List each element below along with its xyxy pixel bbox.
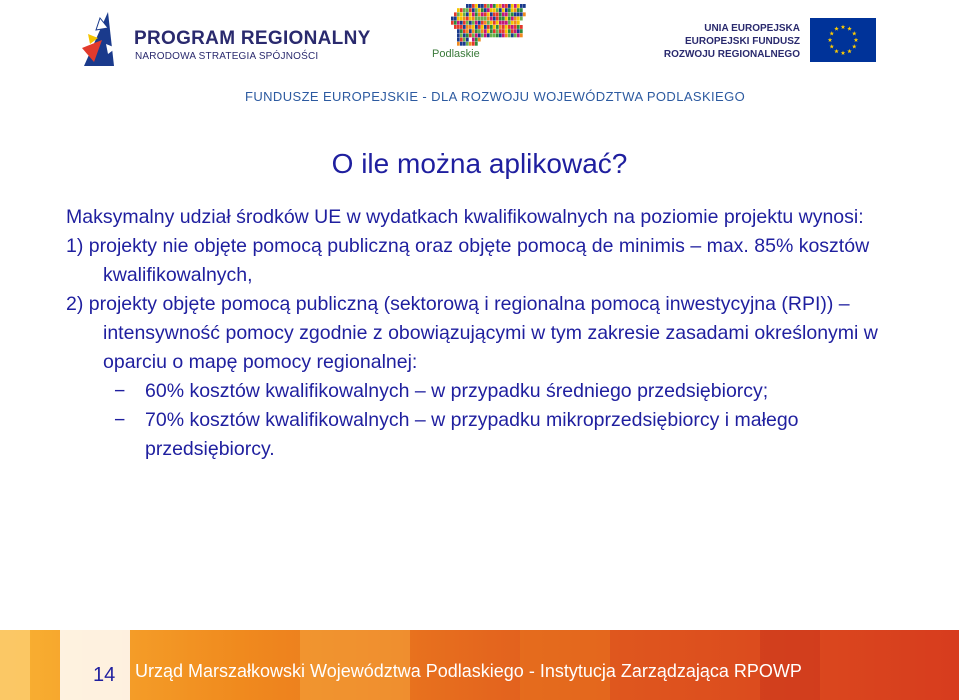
mosaic-tile [490, 33, 493, 37]
mosaic-tile [466, 38, 469, 42]
mosaic-tile [466, 29, 469, 33]
eu-flag-icon [810, 18, 876, 62]
mosaic-tile [493, 17, 496, 21]
mosaic-tile [466, 4, 469, 8]
mosaic-tile [475, 17, 478, 21]
mosaic-tile [454, 12, 457, 16]
mosaic-tile [508, 8, 511, 12]
mosaic-tile [487, 21, 490, 25]
intro-paragraph: Maksymalny udział środków UE w wydatkach kwalifikowalnych na poziomie projektu wynosi: [66, 206, 864, 228]
mosaic-tile [484, 29, 487, 33]
mosaic-tile [493, 21, 496, 25]
mosaic-tile [466, 8, 469, 12]
mosaic-tile [490, 12, 493, 16]
sub-item-1 [66, 377, 896, 406]
mosaic-tile [466, 42, 469, 46]
mosaic-tile [514, 17, 517, 21]
mosaic-tile [496, 8, 499, 12]
program-subtitle: NARODOWA STRATEGIA SPÓJNOŚCI [135, 51, 319, 62]
mosaic-tile [517, 17, 520, 21]
mosaic-tile [484, 8, 487, 12]
mosaic-tile [463, 25, 466, 29]
mosaic-tile [511, 21, 514, 25]
mosaic-tile [496, 4, 499, 8]
mosaic-tile [481, 12, 484, 16]
mosaic-tile [520, 25, 523, 29]
mosaic-tile [508, 25, 511, 29]
mosaic-tile [481, 17, 484, 21]
mosaic-tile [484, 4, 487, 8]
mosaic-tile [508, 12, 511, 16]
mosaic-tile [475, 33, 478, 37]
mosaic-tile [460, 29, 463, 33]
mosaic-tile [472, 33, 475, 37]
program-title: PROGRAM REGIONALNY [134, 28, 371, 49]
mosaic-tile [466, 17, 469, 21]
mosaic-tile [502, 4, 505, 8]
mosaic-tile [472, 8, 475, 12]
mosaic-tile [493, 25, 496, 29]
mosaic-tile [493, 8, 496, 12]
mosaic-tile [502, 12, 505, 16]
dash-bullet: − [114, 409, 126, 431]
mosaic-tile [472, 25, 475, 29]
mosaic-tile [463, 12, 466, 16]
program-regionalny-logo [78, 4, 371, 70]
mosaic-tile [520, 4, 523, 8]
mosaic-tile [451, 17, 454, 21]
mosaic-tile [514, 4, 517, 8]
mosaic-tile [487, 29, 490, 33]
mosaic-tile [457, 21, 460, 25]
mosaic-tile [457, 42, 460, 46]
mosaic-tile [484, 12, 487, 16]
mosaic-tile [487, 17, 490, 21]
mosaic-tile [481, 4, 484, 8]
mosaic-tile [493, 29, 496, 33]
mosaic-tile [472, 21, 475, 25]
mosaic-tile [511, 8, 514, 12]
mosaic-tile [514, 21, 517, 25]
mosaic-tile [481, 29, 484, 33]
mosaic-tile [457, 17, 460, 21]
mosaic-tile [478, 33, 481, 37]
star-emblem-icon [78, 4, 126, 70]
mosaic-tile [514, 12, 517, 16]
mosaic-tile [514, 29, 517, 33]
mosaic-tile [472, 29, 475, 33]
mosaic-tile [481, 8, 484, 12]
mosaic-tile [508, 21, 511, 25]
mosaic-tile [451, 21, 454, 25]
mosaic-tile [502, 29, 505, 33]
mosaic-tile [457, 38, 460, 42]
mosaic-tile [523, 12, 526, 16]
mosaic-tile [475, 38, 478, 42]
mosaic-tile [466, 25, 469, 29]
mosaic-tile [484, 17, 487, 21]
mosaic-tile [460, 8, 463, 12]
mosaic-tile [511, 12, 514, 16]
mosaic-tile [454, 21, 457, 25]
bison-mosaic-icon [448, 4, 528, 48]
mosaic-tile [496, 29, 499, 33]
mosaic-tile [493, 33, 496, 37]
mosaic-tile [499, 33, 502, 37]
mosaic-tile [469, 4, 472, 8]
mosaic-tile [478, 29, 481, 33]
mosaic-tile [490, 25, 493, 29]
mosaic-tile [511, 17, 514, 21]
mosaic-tile [499, 12, 502, 16]
mosaic-tile [454, 17, 457, 21]
mosaic-tile [496, 21, 499, 25]
mosaic-tile [460, 38, 463, 42]
mosaic-tile [478, 4, 481, 8]
mosaic-tile [460, 33, 463, 37]
mosaic-tile [508, 33, 511, 37]
mosaic-tile [478, 21, 481, 25]
mosaic-tile [505, 21, 508, 25]
mosaic-tile [517, 8, 520, 12]
mosaic-tile [508, 17, 511, 21]
mosaic-tile [487, 25, 490, 29]
mosaic-tile [499, 4, 502, 8]
mosaic-tile [457, 33, 460, 37]
mosaic-tile [505, 33, 508, 37]
mosaic-tile [514, 33, 517, 37]
mosaic-tile [511, 29, 514, 33]
mosaic-tile [475, 42, 478, 46]
mosaic-tile [472, 42, 475, 46]
podlaskie-logo [426, 4, 536, 66]
mosaic-tile [520, 29, 523, 33]
mosaic-tile [463, 21, 466, 25]
mosaic-tile [520, 17, 523, 21]
mosaic-tile [490, 21, 493, 25]
mosaic-tile [475, 29, 478, 33]
mosaic-tile [478, 38, 481, 42]
mosaic-tile [496, 25, 499, 29]
slide-body [66, 203, 896, 464]
mosaic-tile [460, 17, 463, 21]
mosaic-tile [487, 8, 490, 12]
dash-bullet: − [114, 380, 126, 402]
mosaic-tile [493, 12, 496, 16]
mosaic-tile [469, 25, 472, 29]
mosaic-tile [502, 33, 505, 37]
mosaic-tile [469, 17, 472, 21]
eu-fund-label [664, 22, 800, 61]
mosaic-tile [514, 25, 517, 29]
mosaic-tile [469, 8, 472, 12]
mosaic-tile [472, 4, 475, 8]
sub-item-2 [66, 406, 896, 464]
mosaic-tile [478, 17, 481, 21]
mosaic-tile [514, 8, 517, 12]
mosaic-tile [511, 33, 514, 37]
mosaic-tile [469, 21, 472, 25]
mosaic-tile [460, 25, 463, 29]
eu-line-3: ROZWOJU REGIONALNEGO [663, 49, 800, 60]
mosaic-tile [517, 29, 520, 33]
mosaic-tile [502, 21, 505, 25]
mosaic-tile [505, 4, 508, 8]
mosaic-tile [469, 12, 472, 16]
mosaic-tile [466, 12, 469, 16]
mosaic-tile [517, 25, 520, 29]
mosaic-tile [460, 12, 463, 16]
mosaic-tile [460, 42, 463, 46]
mosaic-tile [523, 4, 526, 8]
mosaic-tile [469, 33, 472, 37]
mosaic-tile [481, 21, 484, 25]
mosaic-tile [508, 4, 511, 8]
mosaic-tile [457, 29, 460, 33]
mosaic-tile [517, 4, 520, 8]
mosaic-tile [493, 4, 496, 8]
mosaic-tile [466, 21, 469, 25]
mosaic-tile [505, 12, 508, 16]
mosaic-tile [517, 12, 520, 16]
slide-title: O ile można aplikować? [331, 148, 628, 179]
mosaic-tile [475, 21, 478, 25]
mosaic-tile [517, 33, 520, 37]
footer-bar [0, 630, 959, 700]
mosaic-tile [463, 38, 466, 42]
mosaic-tile [472, 12, 475, 16]
mosaic-tile [484, 25, 487, 29]
mosaic-tile [499, 21, 502, 25]
mosaic-tile [454, 25, 457, 29]
page-number: 14 [93, 664, 116, 686]
eu-line-1: UNIA EUROPEJSKA [704, 23, 800, 34]
mosaic-tile [475, 8, 478, 12]
mosaic-tile [478, 25, 481, 29]
mosaic-tile [457, 25, 460, 29]
mosaic-tile [505, 25, 508, 29]
mosaic-tile [472, 38, 475, 42]
mosaic-tile [499, 25, 502, 29]
mosaic-tile [457, 12, 460, 16]
list-item-2: 2) projekty objęte pomocą publiczną (sektorową i regionalna pomocą inwestycyjna (RPI)) – intensywność pomocy zgodnie z obowiązującymi w tym zakresie zasadami określonymi w oparciu o mapę pomocy regionalnej: [66, 293, 878, 373]
mosaic-tile [511, 4, 514, 8]
mosaic-tile [475, 25, 478, 29]
eu-line-2: EUROPEJSKI FUNDUSZ [684, 36, 800, 47]
mosaic-tile [481, 33, 484, 37]
mosaic-tile [463, 42, 466, 46]
mosaic-tile [463, 17, 466, 21]
mosaic-tile [463, 29, 466, 33]
mosaic-tile [466, 33, 469, 37]
mosaic-tile [472, 17, 475, 21]
mosaic-tile [505, 17, 508, 21]
sub-item-1-text: 60% kosztów kwalifikowalnych – w przypadku średniego przedsiębiorcy; [145, 380, 769, 402]
mosaic-tile [469, 29, 472, 33]
mosaic-tile [481, 25, 484, 29]
mosaic-tile [457, 8, 460, 12]
mosaic-tile [460, 21, 463, 25]
region-name: Podlaskie [432, 48, 480, 60]
mosaic-tile [505, 29, 508, 33]
sub-item-2-text: 70% kosztów kwalifikowalnych – w przypadku mikroprzedsiębiorcy i małego przedsiębiorcy. [145, 409, 799, 460]
mosaic-tile [490, 4, 493, 8]
mosaic-tile [508, 29, 511, 33]
mosaic-tile [520, 12, 523, 16]
mosaic-tile [490, 29, 493, 33]
mosaic-tile [490, 17, 493, 21]
mosaic-tile [487, 33, 490, 37]
mosaic-tile [463, 8, 466, 12]
mosaic-tile [478, 12, 481, 16]
mosaic-tile [505, 8, 508, 12]
mosaic-tile [502, 25, 505, 29]
mosaic-tile [496, 12, 499, 16]
mosaic-tile [484, 21, 487, 25]
mosaic-tile [463, 33, 466, 37]
mosaic-tile [499, 29, 502, 33]
mosaic-tile [502, 8, 505, 12]
list-item-1: 1) projekty nie objęte pomocą publiczną oraz objęte pomocą de minimis – max. 85% kosztów kwalifikowalnych, [66, 235, 870, 286]
footer-institution: Urząd Marszałkowski Województwa Podlaskiego - Instytucja Zarządzająca RPOWP [135, 661, 802, 681]
mosaic-tile [478, 8, 481, 12]
mosaic-tile [490, 8, 493, 12]
mosaic-tile [487, 4, 490, 8]
mosaic-tile [487, 12, 490, 16]
mosaic-tile [499, 17, 502, 21]
mosaic-tile [475, 12, 478, 16]
funds-tagline: FUNDUSZE EUROPEJSKIE - DLA ROZWOJU WOJEWÓDZTWA PODLASKIEGO [245, 89, 746, 104]
mosaic-tile [499, 8, 502, 12]
mosaic-tile [520, 33, 523, 37]
mosaic-tile [520, 8, 523, 12]
mosaic-tile [496, 33, 499, 37]
mosaic-tile [496, 17, 499, 21]
mosaic-tile [502, 17, 505, 21]
mosaic-tile [511, 25, 514, 29]
eu-logo [663, 18, 880, 66]
mosaic-tile [484, 33, 487, 37]
mosaic-tile [469, 42, 472, 46]
mosaic-tile [517, 21, 520, 25]
mosaic-tile [475, 4, 478, 8]
